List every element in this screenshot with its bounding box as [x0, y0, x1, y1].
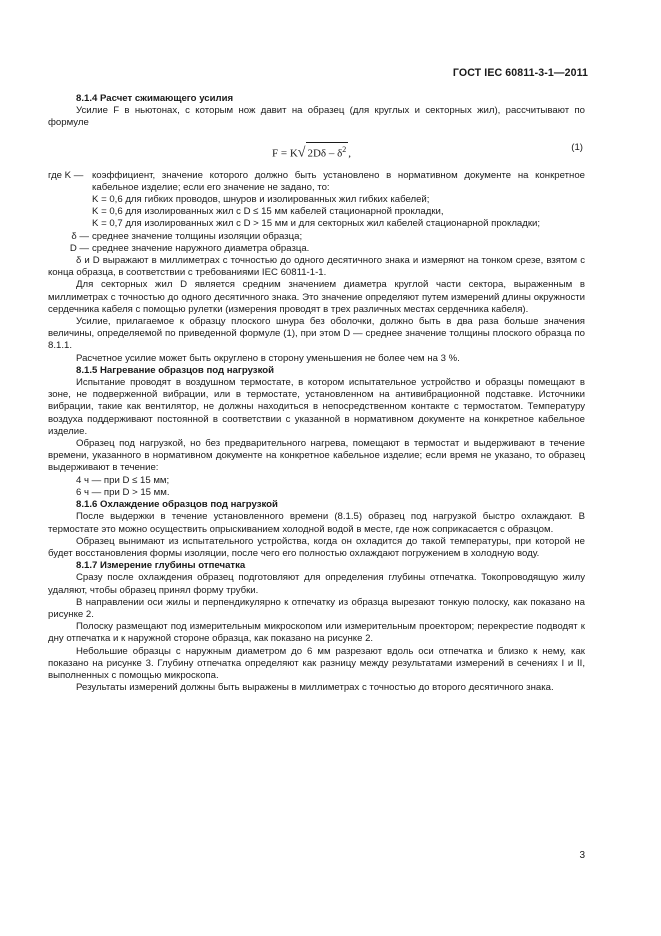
- definition-text: среднее значение наружного диаметра образца.: [92, 242, 310, 254]
- paragraph: После выдержки в течение установленного времени (8.1.5) образец под нагрузкой быстро охлаждают. В термостате это можно осуществить опрыскиванием холодной водой в месте, где нож соприкасается с образцом.: [48, 511, 585, 535]
- formula-lhs: F = K: [272, 147, 298, 160]
- paragraph: Образец вынимают из испытательного устройства, когда он охладится до такой температуры, при которой не будет восстановления формы изоляции, после чего его полностью охлаждают погружением в холодную воду.: [48, 535, 585, 559]
- paragraph: Небольшие образцы с наружным диаметром до 6 мм разрезают вдоль оси отпечатка и близко к нему, как показано на рисунке 3. Глубину отпечатка определяют как разницу между результатами измерений в сечениях I и II, выполненных с помощью микроскопа.: [48, 645, 585, 681]
- formula-expression: [272, 142, 351, 161]
- paragraph: Полоску размещают под измерительным микроскопом или измерительным проектором; перекрестие подводят к дну отпечатка и к наружной стороне образца, как показано на рисунке 2.: [48, 621, 585, 645]
- definition-symbol: δ —: [71, 230, 89, 242]
- formula: [48, 140, 585, 162]
- section-heading: 8.1.4 Расчет сжимающего усилия: [76, 93, 234, 104]
- radical-sign: √: [297, 145, 306, 161]
- list-item: 6 ч — при D > 15 мм.: [76, 486, 170, 498]
- paragraph: Образец под нагрузкой, но без предварительного нагрева, помещают в термостат и выдерживают в течение времени, указанного в нормативном документе на конкретное кабельное изделие; если время не указано, то образец выдерживают в течение:: [48, 438, 585, 474]
- paragraph: Для секторных жил D является средним значением диаметра круглой части сектора, выраженным в миллиметрах с точностью до одного десятичного знака. Это значение определяют путем измерений длины окружности сердечника кабеля с помощью рулетки (измерения проводят в трех различных местах сердечника кабеля).: [48, 279, 585, 315]
- paragraph: Усилие, прилагаемое к образцу плоского шнура без оболочки, должно быть в два раза больше значения величины, определяемой по приведенной формуле (1), при этом D — среднее значение толщины плоского образца по 8.1.1.: [48, 316, 585, 352]
- paragraph: δ и D выражают в миллиметрах с точностью до одного десятичного знака и измеряют на тонком срезе, взятом с конца образца, в соответствии с требованиями IEC 60811-1-1.: [48, 255, 585, 279]
- page-number: 3: [579, 850, 585, 861]
- definition-k: [48, 170, 585, 194]
- section-heading: 8.1.7 Измерение глубины отпечатка: [76, 560, 246, 572]
- definition-text: коэффициент, значение которого должно быть установлено в нормативном документе на конкретное кабельное изделие; если его значение не задано, то:: [92, 169, 585, 193]
- definition-text: среднее значение толщины изоляции образца;: [92, 230, 303, 242]
- paragraph: Испытание проводят в воздушном термостате, в котором испытательное устройство и образцы помещают в зоне, не подверженной вибрации, или в термостате, установленном на антивибрационной подставке. Источники вибрации, такие как вентилятор, не должны находиться в непосредственном контакте с термостатом. Температуру воздуха поддерживают постоянной в соответствии с указанной в нормативном документе на конкретное кабельное изделие.: [48, 377, 585, 437]
- section-heading: 8.1.5 Нагревание образцов под нагрузкой: [76, 364, 275, 376]
- document-header: ГОСТ IEC 60811-3-1—2011: [452, 67, 588, 79]
- definition-delta: [48, 231, 585, 243]
- page-body: [48, 93, 585, 694]
- paragraph: Усилие F в ньютонах, с которым нож давит на образец (для круглых и секторных жил), рассчитывают по формуле: [48, 105, 585, 129]
- k-value-3: K = 0,7 для изолированных жил с D > 15 мм и для секторных жил кабелей стационарной прокладки;: [92, 218, 541, 230]
- k-value-2: K = 0,6 для изолированных жил с D ≤ 15 мм кабелей стационарной прокладки,: [92, 206, 444, 218]
- section-heading: 8.1.6 Охлаждение образцов под нагрузкой: [76, 499, 278, 511]
- formula-radicand: $2D\delta - \delta^2$: [306, 142, 348, 161]
- paragraph: Результаты измерений должны быть выражены в миллиметрах с точностью до второго десятичного знака.: [76, 682, 554, 694]
- definition-symbol: где K —: [48, 169, 84, 181]
- definition-symbol: D —: [69, 242, 89, 254]
- formula-number: (1): [571, 141, 583, 153]
- paragraph: В направлении оси жилы и перпендикулярно к отпечатку из образца вырезают тонкую полоску, как показано на рисунке 2.: [48, 596, 585, 620]
- paragraph: Сразу после охлаждения образец подготовляют для определения глубины отпечатка. Токопроводящую жилу удаляют, чтобы образец принял форму трубки.: [48, 572, 585, 596]
- paragraph: Расчетное усилие может быть округлено в сторону уменьшения не более чем на 3 %.: [76, 352, 460, 364]
- list-item: 4 ч — при D ≤ 15 мм;: [76, 474, 170, 486]
- formula-end: ,: [348, 147, 352, 160]
- definition-d: [48, 243, 585, 255]
- k-value-1: K = 0,6 для гибких проводов, шнуров и изолированных жил гибких кабелей;: [92, 194, 430, 206]
